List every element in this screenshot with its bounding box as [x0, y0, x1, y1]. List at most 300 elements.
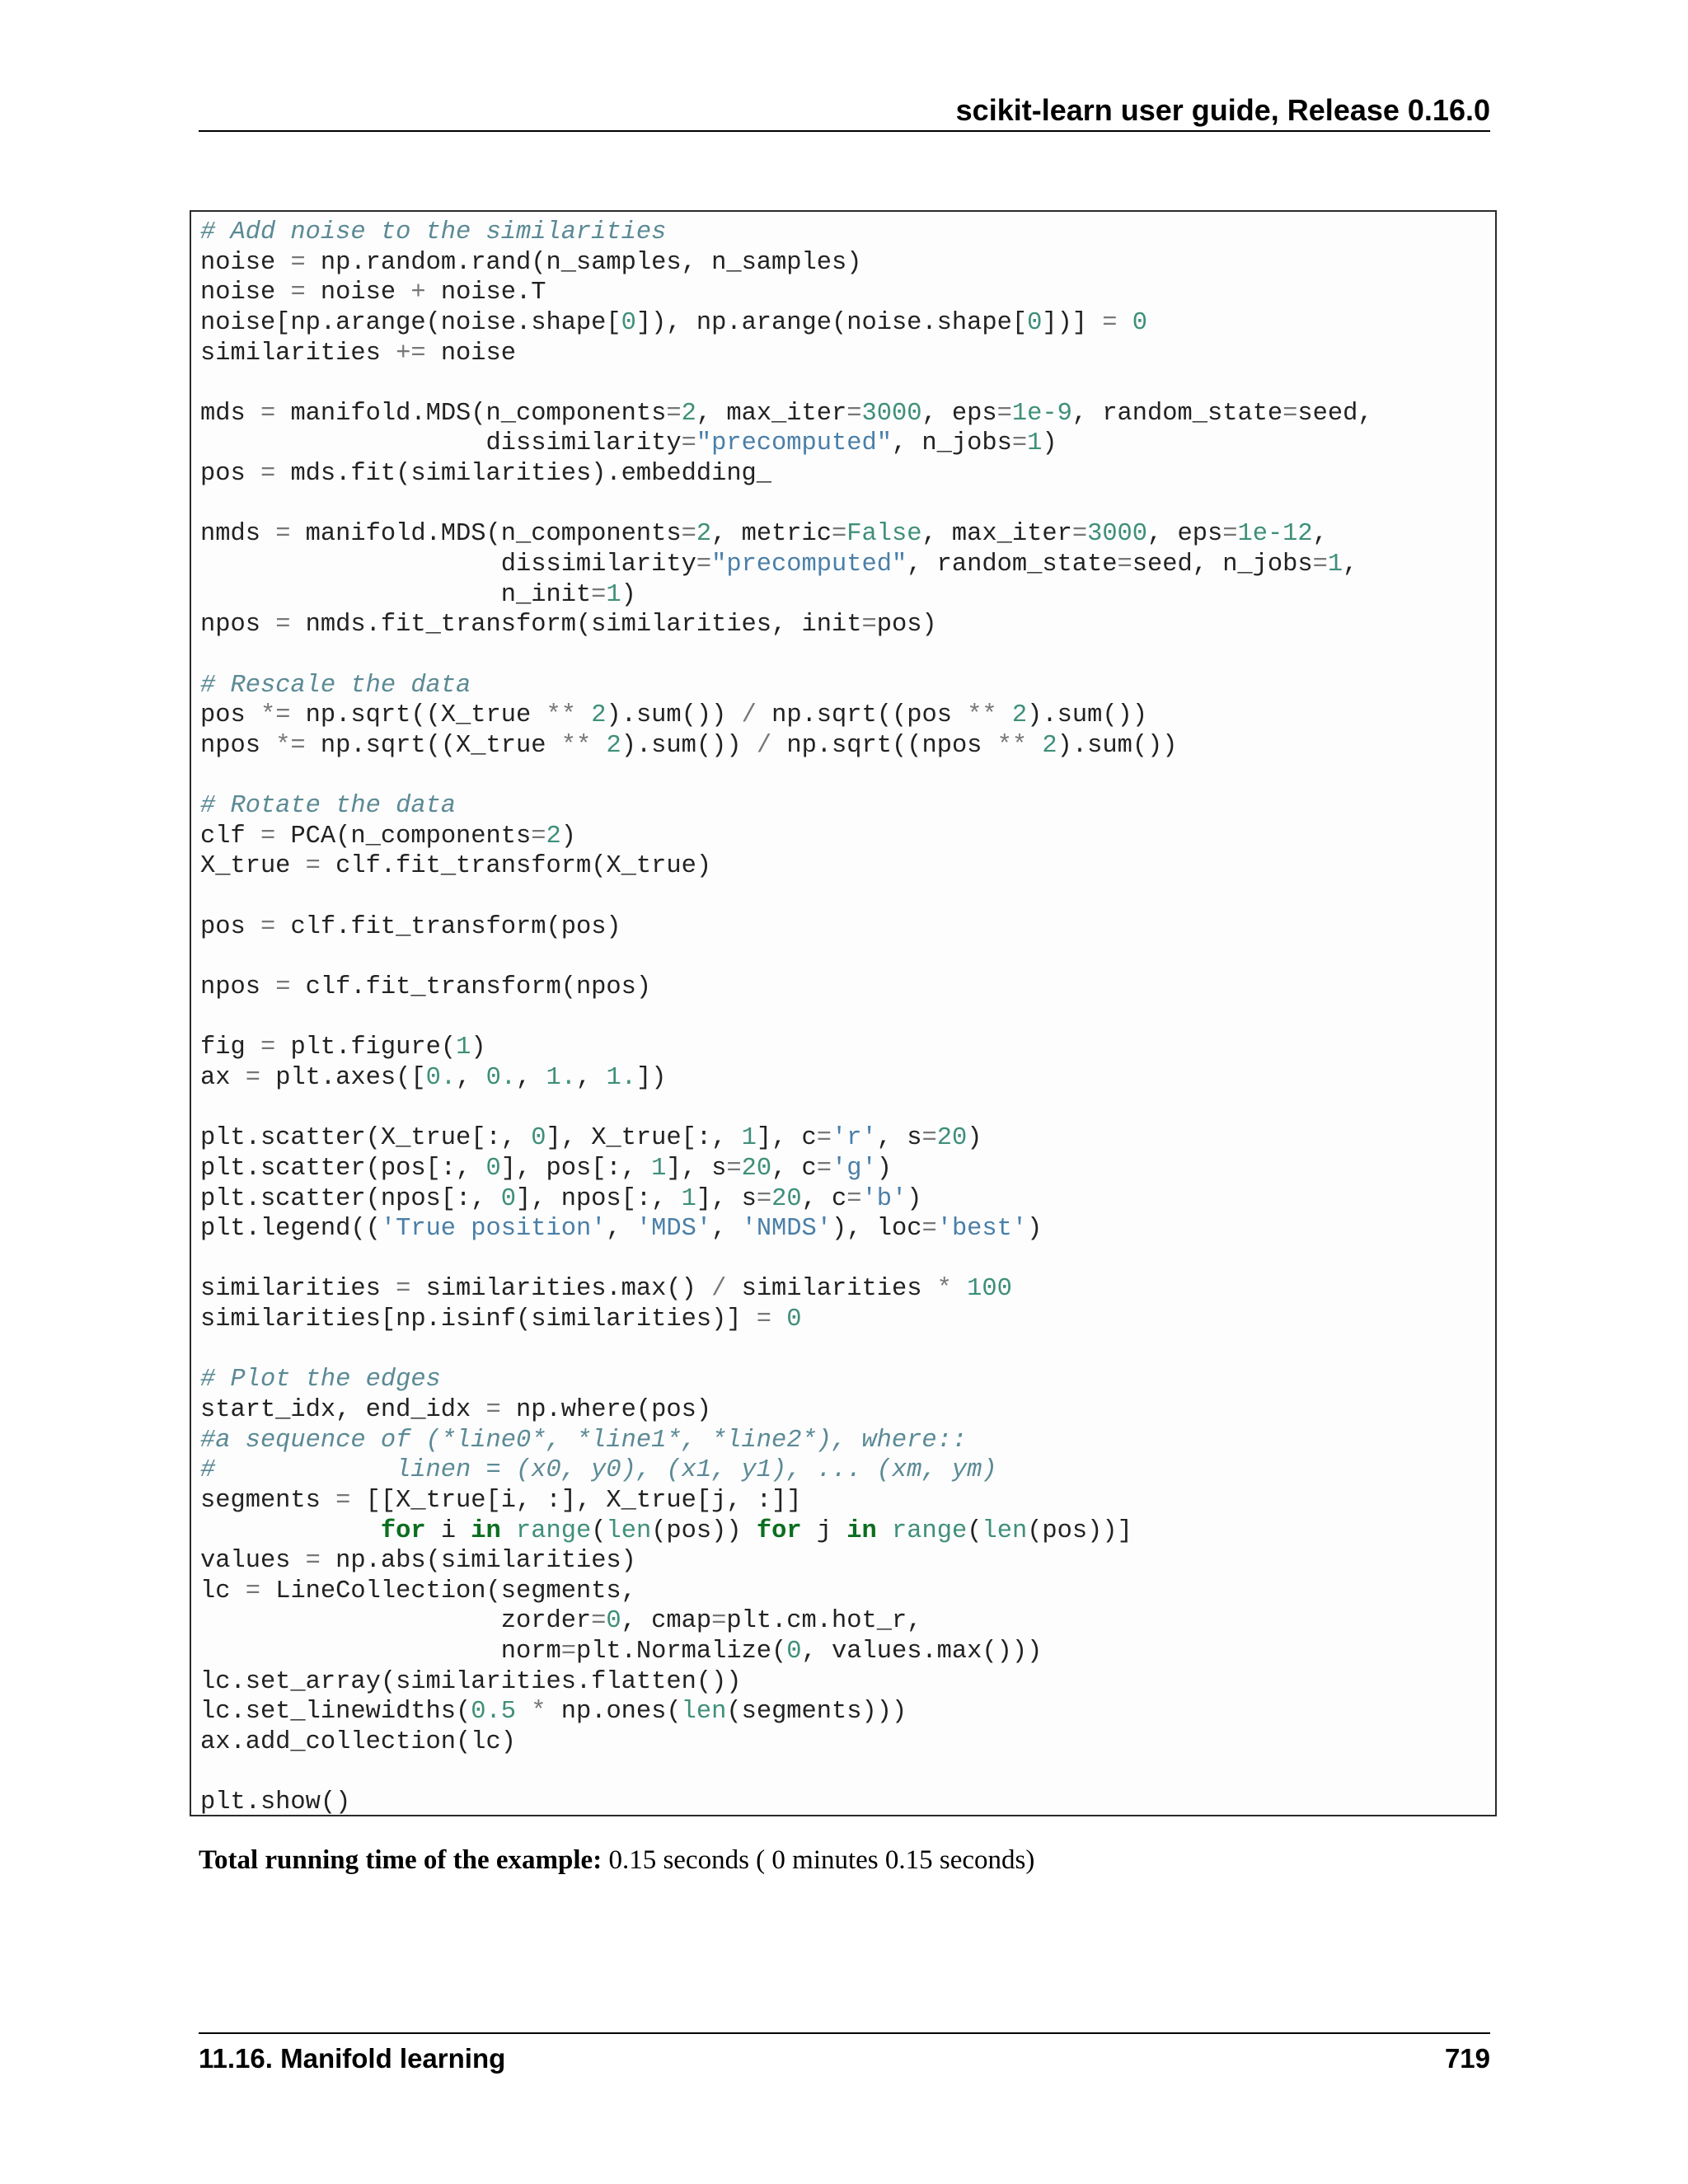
code-string: 'MDS' [635, 1215, 712, 1244]
code-text: ], s [696, 1184, 757, 1213]
code-builtin: len [681, 1698, 727, 1727]
code-text: dissimilarity [200, 429, 682, 458]
code-text: , values.max())) [801, 1638, 1043, 1666]
code-number: 0 [621, 308, 636, 337]
code-text: pos) [876, 611, 937, 640]
code-operator: = [711, 1607, 727, 1636]
code-operator: / [741, 701, 757, 730]
code-line [200, 1184, 1373, 1215]
code-text: (pos))] [1027, 1516, 1132, 1545]
code-text: ( [591, 1516, 607, 1545]
code-number: False [846, 520, 922, 549]
code-number: 1 [651, 1154, 667, 1183]
code-number: 0 [500, 1184, 516, 1213]
code-text: np.sqrt((X_true [290, 701, 546, 730]
code-operator: = [1011, 429, 1028, 458]
code-line [200, 368, 1373, 399]
code-line [200, 218, 1373, 248]
code-text [1027, 732, 1042, 760]
page-footer [199, 2032, 1490, 2079]
code-text: noise [425, 339, 517, 368]
code-operator: = [260, 1033, 276, 1062]
code-line [200, 791, 1373, 822]
code-builtin: len [982, 1516, 1028, 1545]
code-text: ) [876, 1154, 893, 1183]
code-operator: + [410, 279, 426, 307]
code-line [200, 308, 1373, 339]
code-text: similarities[np.isinf(similarities)] [200, 1305, 757, 1334]
code-text: np.sqrt((pos [756, 701, 968, 730]
code-line [200, 248, 1373, 279]
code-text: plt.axes([ [260, 1063, 426, 1092]
code-text: manifold.MDS(n_components [290, 520, 682, 549]
code-builtin: len [606, 1516, 652, 1545]
code-text: plt.legend(( [200, 1215, 381, 1244]
code-operator: *= [260, 701, 291, 730]
code-operator: = [305, 852, 321, 881]
code-operator: / [711, 1275, 727, 1304]
code-line [200, 1516, 1373, 1547]
code-text: dissimilarity [200, 551, 696, 579]
code-text: ) [560, 822, 576, 851]
code-builtin: range [892, 1516, 968, 1545]
code-text: [[X_true[i, :], X_true[j, :]] [350, 1486, 802, 1515]
code-number: 1 [1027, 429, 1043, 458]
code-number: 0 [485, 1154, 501, 1183]
code-number: 1. [606, 1063, 636, 1092]
code-number: 3000 [861, 399, 922, 428]
code-line [200, 1727, 1373, 1758]
code-block[interactable] [190, 210, 1497, 1816]
code-text: ], c [756, 1124, 817, 1153]
code-line [200, 1123, 1373, 1154]
page-header [199, 92, 1490, 132]
code-text: lc.set_linewidths( [200, 1698, 471, 1727]
code-operator: = [275, 973, 291, 1002]
code-number: 2 [606, 731, 621, 760]
code-text: start_idx, end_idx [200, 1395, 486, 1424]
code-line [200, 1274, 1373, 1305]
code-number: 20 [771, 1184, 802, 1213]
code-line [200, 580, 1373, 611]
code-text: , eps [921, 399, 997, 428]
code-line [200, 429, 1373, 459]
code-operator: = [696, 551, 712, 579]
code-text: pos [200, 912, 260, 941]
code-number: 1 [456, 1033, 471, 1062]
code-line [200, 1606, 1373, 1637]
code-line [200, 1637, 1373, 1667]
code-number: 2 [1011, 701, 1028, 730]
code-text: ) [967, 1124, 982, 1153]
code-line [200, 1214, 1373, 1244]
code-text: , metric [711, 520, 832, 549]
code-comment: # Rescale the data [200, 671, 471, 700]
code-operator: = [260, 822, 276, 851]
code-line [200, 610, 1373, 640]
code-text: np.abs(similarities) [320, 1547, 636, 1576]
code-text [501, 1517, 516, 1545]
code-text: pos [200, 701, 260, 730]
code-operator: = [756, 1184, 772, 1213]
code-line [200, 762, 1373, 792]
code-text: ]) [635, 1063, 667, 1092]
code-comment: # Rotate the data [200, 792, 457, 821]
code-text: zorder [200, 1607, 592, 1636]
code-operator: = [531, 822, 546, 851]
code-line [200, 339, 1373, 369]
code-operator: = [275, 520, 291, 549]
code-text: ) [471, 1033, 486, 1062]
code-number: 0.5 [471, 1698, 516, 1727]
code-line [200, 490, 1373, 520]
code-number: 1 [606, 580, 621, 609]
code-text: lc [200, 1577, 246, 1605]
code-string: 'NMDS' [741, 1215, 832, 1244]
code-number: 0 [786, 1305, 802, 1334]
code-number: 0 [1132, 308, 1148, 337]
code-number: 0 [531, 1124, 546, 1153]
code-operator: / [756, 731, 772, 760]
code-comment: # Plot the edges [200, 1366, 441, 1394]
code-keyword: in [471, 1516, 501, 1545]
code-text: similarities [726, 1275, 937, 1304]
code-number: 1e-12 [1237, 520, 1313, 549]
code-operator: = [335, 1486, 351, 1515]
code-text: plt.scatter(pos[:, [200, 1154, 486, 1183]
code-line [200, 1244, 1373, 1275]
code-operator: = [260, 912, 276, 941]
code-line [200, 1033, 1373, 1063]
code-text: , [1343, 551, 1358, 579]
code-operator: = [861, 611, 877, 640]
code-string: 'b' [861, 1184, 907, 1213]
code-text: fig [200, 1033, 260, 1062]
code-line [200, 1003, 1373, 1033]
code-line [200, 1426, 1373, 1456]
code-text: plt.show() [200, 1788, 351, 1817]
code-text: ], npos[:, [516, 1184, 682, 1213]
code-number: 0. [485, 1063, 517, 1092]
code-text: ], X_true[:, [546, 1124, 742, 1153]
code-number: 2 [681, 399, 696, 428]
code-operator: = [591, 1607, 607, 1636]
code-operator: = [832, 520, 847, 549]
code-text: plt.scatter(npos[:, [200, 1184, 501, 1213]
code-text [1118, 309, 1132, 337]
code-operator: = [846, 1184, 862, 1213]
code-text: X_true [200, 852, 306, 881]
code-number: 1 [681, 1184, 696, 1213]
code-text: nmds.fit_transform(similarities, init [290, 611, 862, 640]
code-string: 'g' [832, 1154, 877, 1183]
code-text: ).sum()) [621, 731, 757, 760]
code-text: , c [771, 1154, 817, 1183]
code-text: npos [200, 973, 276, 1002]
code-lines [200, 218, 1373, 1818]
code-text: plt.scatter(X_true[:, [200, 1124, 532, 1153]
code-keyword: for [380, 1516, 426, 1545]
code-text: (segments))) [726, 1698, 907, 1727]
code-operator: = [396, 1275, 411, 1304]
code-operator: = [260, 460, 276, 489]
code-comment: # Add noise to the similarities [200, 218, 667, 246]
code-text: , [576, 1063, 607, 1092]
code-line [200, 1486, 1373, 1516]
code-text [771, 1305, 786, 1333]
code-text: np.ones( [546, 1698, 682, 1727]
code-operator: *= [275, 731, 306, 760]
code-operator: = [485, 1395, 501, 1424]
code-text: (pos)) [651, 1516, 757, 1545]
code-line [200, 912, 1373, 943]
code-line [200, 1335, 1373, 1366]
code-text: n_init [200, 580, 592, 609]
code-string: 'best' [936, 1215, 1028, 1244]
code-line [200, 1365, 1373, 1395]
code-text: mds [200, 399, 260, 428]
code-text: similarities.max() [410, 1275, 712, 1304]
code-number: 1 [741, 1124, 757, 1153]
code-string: "precomputed" [696, 429, 892, 458]
runtime-note [199, 1844, 1034, 1877]
code-line [200, 942, 1373, 972]
code-number: 1e-9 [1011, 399, 1072, 428]
code-text: plt.Normalize( [575, 1638, 787, 1666]
code-operator: = [591, 580, 607, 609]
code-text: similarities [200, 339, 396, 368]
code-text: ]), np.arange(noise.shape[ [635, 308, 1028, 337]
code-text: ).sum()) [606, 701, 742, 730]
code-line [200, 1667, 1373, 1698]
code-number: 0 [786, 1638, 802, 1666]
code-operator: = [560, 1638, 576, 1666]
code-text: , [606, 1215, 636, 1244]
code-text: ) [1027, 1215, 1043, 1244]
code-text [200, 1517, 381, 1545]
code-text: np.sqrt((npos [771, 731, 997, 760]
code-text: ax [200, 1063, 246, 1092]
code-operator: = [816, 1124, 832, 1153]
code-line [200, 1788, 1373, 1818]
code-text: plt.cm.hot_r, [726, 1607, 922, 1636]
code-text: , [456, 1063, 486, 1092]
code-line [200, 671, 1373, 701]
code-text: norm [200, 1638, 561, 1666]
code-operator: = [1222, 520, 1238, 549]
code-line [200, 399, 1373, 429]
runtime-value: 0.15 seconds ( 0 minutes 0.15 seconds) [602, 1845, 1035, 1875]
code-number: 20 [936, 1124, 968, 1153]
code-number: 2 [591, 701, 607, 730]
code-operator: = [996, 399, 1012, 428]
code-line [200, 731, 1373, 762]
code-text: , random_state [1071, 399, 1283, 428]
code-text: , max_iter [921, 520, 1072, 549]
code-operator: += [396, 339, 426, 368]
code-line [200, 1546, 1373, 1577]
code-text: ).sum()) [1057, 731, 1178, 760]
code-text: , eps [1147, 520, 1223, 549]
code-number: 100 [967, 1275, 1012, 1304]
code-line [200, 519, 1373, 550]
code-text: , [1312, 520, 1328, 549]
code-number: 0 [1027, 308, 1043, 337]
code-operator: = [305, 1547, 321, 1576]
code-operator: = [756, 1305, 772, 1334]
code-text [516, 1698, 531, 1726]
code-text: np.where(pos) [500, 1395, 712, 1424]
code-operator: = [260, 399, 276, 428]
code-text [952, 1275, 967, 1303]
code-text [591, 732, 606, 760]
code-line [200, 972, 1373, 1003]
code-operator: = [846, 399, 862, 428]
code-text: noise [305, 279, 411, 307]
code-text: noise.T [425, 279, 546, 307]
code-line [200, 1305, 1373, 1335]
code-text: noise[np.arange(noise.shape[ [200, 308, 621, 337]
code-text: ax.add_collection(lc) [200, 1728, 516, 1757]
code-operator: = [666, 399, 682, 428]
code-text: , s [876, 1124, 922, 1153]
code-text: seed, [1297, 399, 1373, 428]
code-text: clf.fit_transform(npos) [290, 973, 652, 1002]
code-text: ), loc [832, 1215, 922, 1244]
code-text: ) [621, 580, 636, 609]
code-line [200, 278, 1373, 308]
code-text: clf.fit_transform(X_true) [320, 852, 712, 881]
code-text: ) [1042, 429, 1057, 458]
code-operator: ** [546, 701, 576, 730]
code-text: similarities [200, 1275, 396, 1304]
code-operator: = [921, 1215, 937, 1244]
code-text: , cmap [621, 1607, 712, 1636]
code-line [200, 1063, 1373, 1094]
code-line [200, 701, 1373, 731]
code-number: 0. [425, 1063, 457, 1092]
code-line [200, 640, 1373, 671]
code-text: , [711, 1215, 742, 1244]
code-operator: = [1282, 399, 1298, 428]
code-string: 'True position' [380, 1215, 607, 1244]
code-string: "precomputed" [711, 551, 907, 579]
code-operator: = [1117, 551, 1132, 579]
code-operator: = [816, 1154, 832, 1183]
code-text: clf [200, 822, 260, 851]
code-number: 20 [741, 1154, 772, 1183]
code-operator: = [1312, 551, 1328, 579]
runtime-label: Total running time of the example: [199, 1845, 603, 1875]
code-line [200, 1758, 1373, 1788]
code-keyword: for [756, 1516, 802, 1545]
code-text: manifold.MDS(n_components [275, 399, 667, 428]
code-number: 3000 [1087, 520, 1148, 549]
code-comment: # linen = (x0, y0), (x1, y1), ... (xm, ym) [200, 1456, 997, 1485]
code-text: ], pos[:, [500, 1154, 652, 1183]
code-text: ])] [1042, 308, 1103, 337]
code-operator: = [245, 1577, 260, 1605]
code-operator: = [726, 1154, 742, 1183]
code-text: values [200, 1547, 306, 1576]
code-operator: = [681, 520, 696, 549]
code-text: ) [907, 1184, 922, 1213]
code-text: ).sum()) [1027, 701, 1148, 730]
code-text: plt.figure( [275, 1033, 457, 1062]
code-operator: * [936, 1275, 952, 1304]
code-text: npos [200, 611, 276, 640]
code-comment: #a sequence of (*line0*, *line1*, *line2*), where:: [200, 1426, 968, 1455]
code-number: 1 [1327, 551, 1343, 579]
code-line [200, 822, 1373, 852]
code-operator: = [1102, 308, 1118, 337]
code-text: , n_jobs [891, 429, 1012, 458]
running-title: scikit-learn user guide, Release 0.16.0 [955, 93, 1490, 127]
code-text: segments [200, 1486, 336, 1515]
code-text: , [516, 1063, 546, 1092]
code-text: , max_iter [696, 399, 847, 428]
code-operator: = [245, 1063, 260, 1092]
code-operator: = [681, 429, 696, 458]
code-text: ( [967, 1516, 982, 1545]
code-keyword: in [846, 1516, 877, 1545]
code-text: seed, n_jobs [1132, 551, 1313, 579]
code-text [997, 701, 1012, 729]
footer-section-title: 11.16. Manifold learning [199, 2043, 506, 2074]
code-text [877, 1517, 892, 1545]
code-text: ], s [666, 1154, 727, 1183]
code-text: clf.fit_transform(pos) [275, 912, 621, 941]
code-text: , random_state [907, 551, 1118, 579]
code-builtin: range [516, 1516, 592, 1545]
code-text: npos [200, 731, 276, 760]
code-line [200, 459, 1373, 490]
code-text: nmds [200, 520, 276, 549]
code-text: lc.set_array(similarities.flatten()) [200, 1667, 742, 1696]
code-operator: ** [996, 731, 1028, 760]
code-operator: * [531, 1698, 546, 1727]
code-text: i [425, 1516, 471, 1545]
code-text [576, 701, 591, 729]
code-line [200, 1577, 1373, 1607]
code-text: j [801, 1516, 847, 1545]
code-number: 0 [606, 1607, 621, 1636]
code-operator: = [290, 248, 306, 277]
code-line [200, 1455, 1373, 1486]
code-text: noise [200, 279, 291, 307]
code-line [200, 1395, 1373, 1426]
code-operator: = [921, 1124, 937, 1153]
code-operator: ** [967, 701, 997, 730]
code-line [200, 550, 1373, 580]
code-text: , c [801, 1184, 847, 1213]
code-operator: ** [560, 731, 592, 760]
code-operator: = [1071, 520, 1088, 549]
code-text: LineCollection(segments, [260, 1577, 636, 1605]
code-line [200, 1697, 1373, 1727]
code-text: np.sqrt((X_true [305, 731, 561, 760]
code-text: pos [200, 460, 260, 489]
code-operator: = [275, 611, 291, 640]
code-operator: = [290, 279, 306, 307]
code-text: np.random.rand(n_samples, n_samples) [305, 248, 862, 277]
code-line [200, 1154, 1373, 1184]
code-line [200, 882, 1373, 912]
code-number: 2 [546, 822, 561, 851]
page-number: 719 [1444, 2043, 1490, 2074]
code-line [200, 851, 1373, 882]
code-text: PCA(n_components [275, 822, 532, 851]
